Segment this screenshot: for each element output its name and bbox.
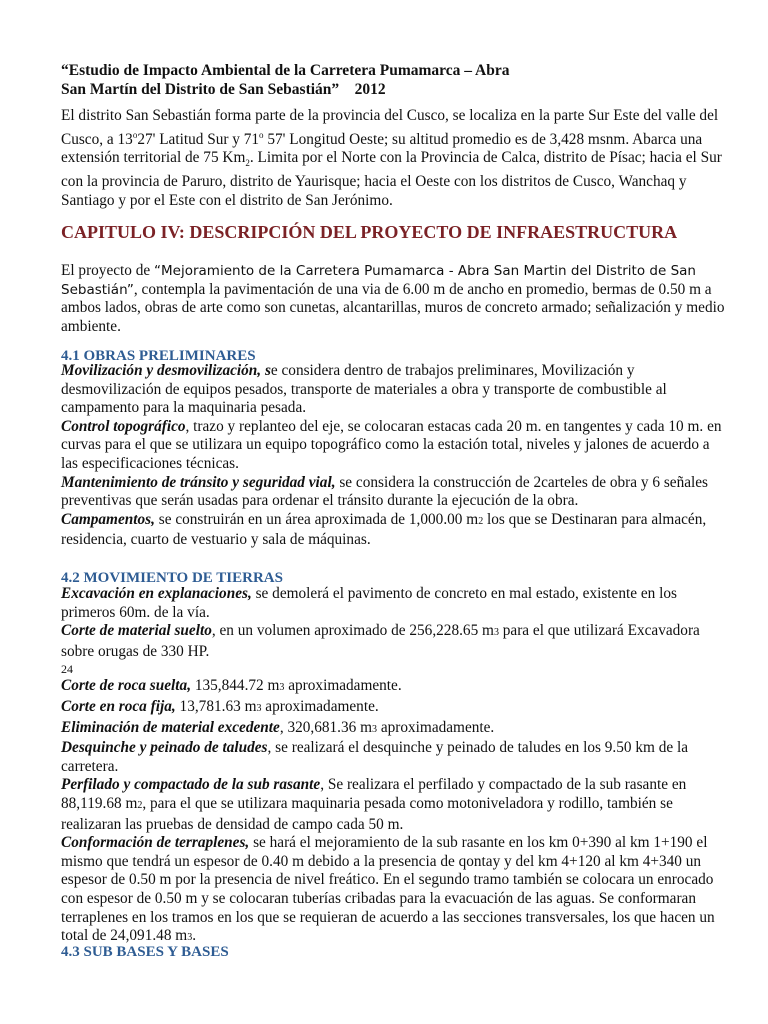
section-heading-4-1: 4.1 OBRAS PRELIMINARES	[61, 348, 256, 364]
section-heading-4-3: 4.3 SUB BASES Y BASES	[61, 944, 229, 960]
title-line-2: San Martín del Distrito de San Sebastián” 2012	[61, 81, 386, 98]
list-item: Eliminación de material excedente, 320,681.36 m3 aproximadamente.	[61, 718, 495, 736]
list-item: Conformación de terraplenes, se hará el mejoramiento de la sub rasante en los km 0+390 al km 1+190 el mismo que tendrá un espesor de 0.40 m debido a la presencia de qontay y del km 4+120 al km 4+340 un espesor de 0.50 m por la presencia de nivel freático. En el segundo tramo también se colocara un enrocado con espesor de 0.50 m y se colocaran tuberías cribadas para la evacuación de las aguas. Se conformaran terraplenes en los tramos en los que se requieran de acuerdo a las secciones transversales, los que hacen un total de 24,091.48 m3.	[61, 834, 715, 945]
chapter-heading: CAPITULO IV: DESCRIPCIÓN DEL PROYECTO DE INFRAESTRUCTURA	[61, 222, 678, 242]
section-4-2-body	[61, 585, 729, 948]
project-name: “Mejoramiento de la Carretera Pumamarca - Abra San Martin del Distrito de San Sebastián”	[61, 263, 696, 298]
list-item: Corte de material suelto, en un volumen aproximado de 256,228.65 m3 para el que utilizará Excavadora sobre orugas de 330 HP.	[61, 622, 700, 660]
list-item: Control topográfico, trazo y replanteo del eje, se colocaran estacas cada 20 m. en tangentes y cada 10 m. en curvas para el que se utilizara un equipo topográfico como la estación total, niveles y jalones de acuerdo a las especificaciones técnicas.	[61, 417, 722, 472]
list-item: Excavación en explanaciones, se demolerá el pavimento de concreto en mal estado, existente en los primeros 60m. de la vía.	[61, 585, 677, 621]
list-item: Corte de roca suelta, 135,844.72 m3 aproximadamente.	[61, 677, 402, 695]
section-4-1-body	[61, 362, 729, 550]
page-number: 24	[61, 662, 73, 677]
list-item: Mantenimiento de tránsito y seguridad vial, se considera la construcción de 2carteles de obra y 6 señales preventivas que serán usadas para ordenar el tránsito durante la ejecución de la obra.	[61, 473, 709, 510]
intro-paragraph: El distrito San Sebastián forma parte de la provincia del Cusco, se localiza en la parte Sur Este del valle del Cusco, a 13$^o$27' Latitud Sur y 71$^o$ 57' Longitud Oeste; su altitud promedio es de 3,428 msnm. Abarca una extensión territorial de 75 $Km_2$. Limita por el Norte con la Provincia de Calca, distrito de Písac; hacia el Sur con la provincia de Paruro, distrito de Yaurisque; hacia el Oeste con los distritos de Cusco, Wanchaq y Santiago y por el Este con el distrito de San Jerónimo.	[61, 107, 722, 209]
project-paragraph: El proyecto de “Mejoramiento de la Carretera Pumamarca - Abra San Martin del Distrito de San Sebastián”, contempla la pavimentación de una via de 6.00 m de ancho en promedio, bermas de 0.50 m a ambos lados, obras de arte como son cunetas, alcantarillas, muros de concreto armado; señalización y medio ambiente.	[61, 262, 725, 335]
document-title	[61, 61, 729, 99]
title-year: 2012	[354, 81, 386, 98]
list-item: Movilización y desmovilización, se considera dentro de trabajos preliminares, Movilización y desmovilización de equipos pesados, transporte de materiales a obra y transporte de combustible al campamento para la maquinaria pesada.	[61, 362, 667, 417]
list-item: Perfilado y compactado de la sub rasante, Se realizara el perfilado y compactado de la sub rasante en 88,119.68 m2, para el que se utilizara maquinaria pesada como motoniveladora y rodillo, también se realizaran las pruebas de densidad de campo cada 50 m.	[61, 776, 687, 833]
list-item: Desquinche y peinado de taludes, se realizará el desquinche y peinado de taludes en los 9.50 km de la carretera.	[61, 739, 689, 775]
title-line-1: “Estudio de Impacto Ambiental de la Carretera Pumamarca – Abra	[61, 62, 510, 79]
list-item: Campamentos, se construirán en un área aproximada de 1,000.00 m2 los que se Destinaran para almacén, residencia, cuarto de vestuario y sala de máquinas.	[61, 510, 707, 549]
section-heading-4-2: 4.2 MOVIMIENTO DE TIERRAS	[61, 570, 283, 586]
list-item: Corte en roca fija, 13,781.63 m3 aproximadamente.	[61, 697, 379, 715]
